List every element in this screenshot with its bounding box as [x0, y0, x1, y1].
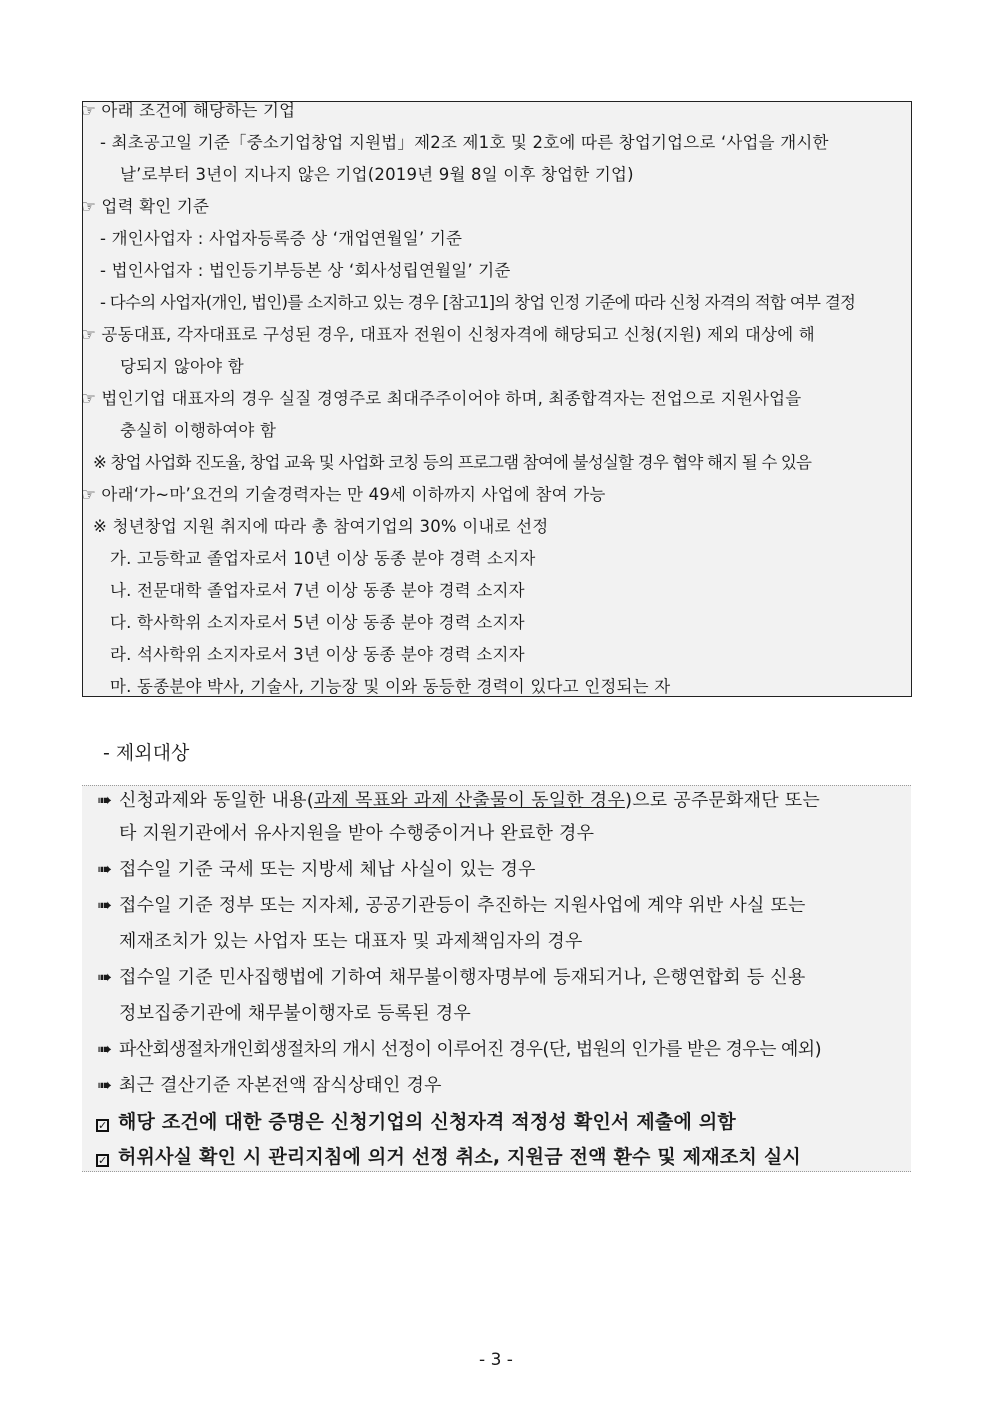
- note-line: ※ 창업 사업화 진도율, 창업 교육 및 사업화 코칭 등의 프로그램 참여에 불성실할 경우 협약 해지 될 수 있음: [93, 453, 812, 472]
- exclusion-title: - 제외대상: [103, 742, 190, 764]
- checkbox-checked-icon: ✓: [98, 1119, 108, 1132]
- criteria-heading: ☞ 아래 조건에 해당하는 기업: [81, 101, 296, 120]
- exclusion-continuation: 제재조치가 있는 사업자 또는 대표자 및 과제책임자의 경우: [119, 931, 583, 952]
- criteria-line: 충실히 이행하여야 함: [120, 421, 277, 440]
- check-text: 해당 조건에 대한 증명은 신청기업의 신청자격 적정성 확인서 제출에 의함: [118, 1111, 736, 1133]
- exclusion-item: [97, 1074, 442, 1098]
- arrow-icon: ➠: [97, 967, 113, 988]
- career-item: 다. 학사학위 소지자로서 5년 이상 동종 분야 경력 소지자: [110, 613, 525, 632]
- exclusion-item: [97, 789, 820, 813]
- page-number: - 3 -: [479, 1350, 513, 1370]
- career-item: 나. 전문대학 졸업자로서 7년 이상 동종 분야 경력 소지자: [110, 581, 525, 600]
- criteria-heading: ☞ 아래‘가~마’요건의 기술경력자는 만 49세 이하까지 사업에 참여 가능: [81, 485, 606, 504]
- check-statement: [96, 1145, 801, 1169]
- check-statement: [96, 1110, 736, 1134]
- career-item: 라. 석사학위 소지자로서 3년 이상 동종 분야 경력 소지자: [110, 645, 525, 664]
- career-item: 가. 고등학교 졸업자로서 10년 이상 동종 분야 경력 소지자: [110, 549, 536, 568]
- exclusion-text: 접수일 기준 국세 또는 지방세 체납 사실이 있는 경우: [119, 859, 536, 880]
- criteria-line: - 다수의 사업자(개인, 법인)를 소지하고 있는 경우 [참고1]의 창업 인정 기준에 따라 신청 자격의 적합 여부 결정: [100, 293, 856, 312]
- exclusion-continuation: 정보집중기관에 채무불이행자로 등록된 경우: [119, 1003, 471, 1024]
- arrow-icon: ➠: [97, 1075, 113, 1096]
- criteria-line: - 최초공고일 기준「중소기업창업 지원법」제2조 제1호 및 2호에 따른 창업기업으로 ‘사업을 개시한: [100, 133, 829, 152]
- exclusion-text: 접수일 기준 민사집행법에 기하여 채무불이행자명부에 등재되거나, 은행연합회 등 신용: [119, 967, 806, 988]
- exclusion-text: 접수일 기준 정부 또는 지자체, 공공기관등이 추진하는 지원사업에 계약 위반 사실 또는: [119, 895, 806, 916]
- exclusion-text: 파산회생절차개인회생절차의 개시 선정이 이루어진 경우(단, 법원의 인가를 받은 경우는 예외): [119, 1039, 822, 1060]
- arrow-icon: ➠: [97, 895, 113, 916]
- criteria-line: - 개인사업자 : 사업자등록증 상 ‘개업연월일’ 기준: [100, 229, 463, 248]
- criteria-line: 날’로부터 3년이 지나지 않은 기업(2019년 9월 8일 이후 창업한 기업): [120, 165, 634, 184]
- eligibility-box: [82, 101, 912, 697]
- exclusion-text: )으로 공주문화재단 또는: [624, 790, 820, 811]
- arrow-icon: ➠: [97, 859, 113, 880]
- criteria-heading: ☞ 업력 확인 기준: [81, 197, 210, 216]
- criteria-heading: ☞ 공동대표, 각자대표로 구성된 경우, 대표자 전원이 신청자격에 해당되고 신청(지원) 제외 대상에 해: [81, 325, 815, 344]
- exclusion-item: [97, 894, 806, 918]
- exclusion-item: [97, 858, 536, 882]
- exclusion-box: [82, 785, 911, 1172]
- check-text: 허위사실 확인 시 관리지침에 의거 선정 취소, 지원금 전액 환수 및 제재조치 실시: [118, 1146, 801, 1168]
- checkbox-checked-icon: ✓: [98, 1154, 108, 1167]
- exclusion-underlined-text: 과제 목표와 과제 산출물이 동일한 경우: [313, 790, 625, 811]
- exclusion-text: 신청과제와 동일한 내용(: [119, 790, 314, 811]
- exclusion-item: [97, 1038, 821, 1062]
- arrow-icon: ➠: [97, 1039, 112, 1060]
- criteria-line: 당되지 않아야 함: [120, 357, 244, 376]
- exclusion-item: [97, 966, 805, 990]
- exclusion-continuation: 타 지원기관에서 유사지원을 받아 수행중이거나 완료한 경우: [119, 823, 595, 844]
- career-item: 마. 동종분야 박사, 기술사, 기능장 및 이와 동등한 경력이 있다고 인정되는 자: [110, 677, 671, 696]
- criteria-line: - 법인사업자 : 법인등기부등본 상 ‘회사성립연월일’ 기준: [100, 261, 511, 280]
- note-line: ※ 청년창업 지원 취지에 따라 총 참여기업의 30% 이내로 선정: [93, 517, 549, 536]
- criteria-heading: ☞ 법인기업 대표자의 경우 실질 경영주로 최대주주이어야 하며, 최종합격자는 전업으로 지원사업을: [81, 389, 802, 408]
- exclusion-text: 최근 결산기준 자본전액 잠식상태인 경우: [119, 1075, 442, 1096]
- arrow-icon: ➠: [97, 790, 113, 811]
